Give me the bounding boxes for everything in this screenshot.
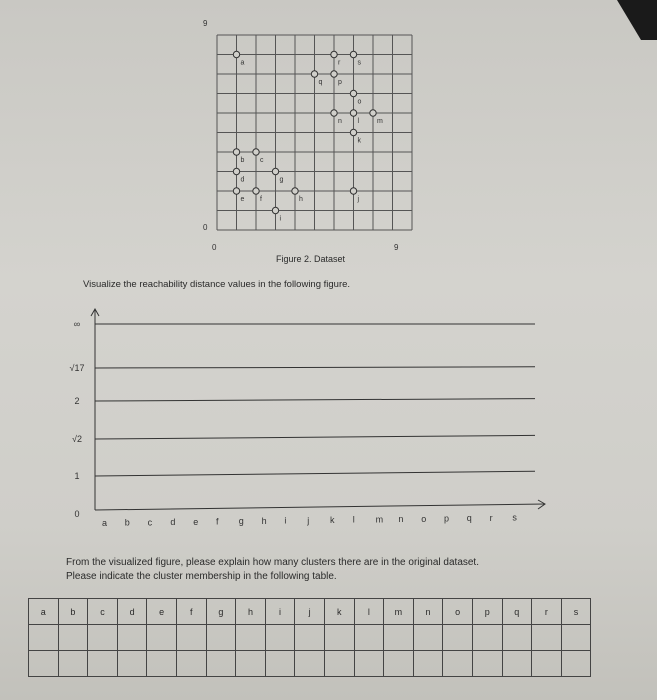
membership-answer-cell[interactable] <box>147 625 177 651</box>
membership-answer-cell[interactable] <box>354 625 384 651</box>
membership-answer-cell[interactable] <box>295 625 325 651</box>
membership-answer-cell[interactable] <box>88 651 118 677</box>
membership-answer-cell[interactable] <box>354 651 384 677</box>
x-tick-label: r <box>489 512 493 523</box>
membership-header-cell: o <box>443 599 473 625</box>
membership-answer-cell[interactable] <box>265 651 295 677</box>
membership-answer-cell[interactable] <box>502 625 532 651</box>
membership-header-cell: l <box>354 599 384 625</box>
data-point-f <box>253 188 259 194</box>
y-tick-label: √17 <box>69 363 85 373</box>
figure-caption: Figure 2. Dataset <box>276 254 346 264</box>
data-point-b <box>233 149 239 155</box>
data-point-label: g <box>279 176 284 184</box>
data-point-label: l <box>357 118 360 125</box>
reachability-lines <box>91 309 545 510</box>
membership-header-cell: p <box>472 599 502 625</box>
grid-axis-origin-y-label: 0 <box>203 223 208 232</box>
data-point-m <box>370 110 376 116</box>
membership-answer-cell[interactable] <box>384 625 414 651</box>
data-point-a <box>233 51 239 57</box>
membership-answer-cell[interactable] <box>206 651 236 677</box>
membership-answer-cell[interactable] <box>561 651 591 677</box>
data-point-h <box>292 188 298 194</box>
membership-header-cell: k <box>324 599 354 625</box>
y-tick-label: 1 <box>74 471 80 481</box>
membership-answer-cell[interactable] <box>472 651 502 677</box>
membership-answer-row <box>29 625 591 651</box>
membership-header-cell: c <box>88 599 118 625</box>
reference-line <box>95 471 535 476</box>
x-tick-label: b <box>124 517 130 528</box>
membership-answer-cell[interactable] <box>58 651 88 677</box>
x-axis <box>95 504 545 510</box>
membership-answer-cell[interactable] <box>472 625 502 651</box>
membership-answer-cell[interactable] <box>413 651 443 677</box>
reference-line <box>95 399 535 401</box>
membership-answer-cell[interactable] <box>295 651 325 677</box>
grid-axis-right-label: 9 <box>394 243 399 250</box>
data-point-label: m <box>377 118 383 125</box>
data-point-label: b <box>240 157 245 164</box>
x-tick-label: h <box>261 515 267 526</box>
data-point-n <box>331 110 337 116</box>
data-point-label: r <box>338 59 341 67</box>
data-point-label: i <box>279 215 282 223</box>
x-tick-label: i <box>284 515 287 526</box>
data-point-label: j <box>357 196 360 203</box>
membership-answer-cell[interactable] <box>117 625 147 651</box>
data-point-k <box>350 129 356 135</box>
data-point-j <box>350 188 356 194</box>
membership-header-cell: h <box>236 599 266 625</box>
data-point-label: d <box>240 176 245 184</box>
reachability-plot <box>55 305 555 535</box>
membership-header-cell: e <box>147 599 177 625</box>
membership-answer-cell[interactable] <box>443 625 473 651</box>
x-tick-label: g <box>238 516 244 527</box>
x-tick-label: k <box>330 515 335 525</box>
reachability-y-labels <box>70 319 85 519</box>
instruction-clusters-line1: From the visualized figure, please explain how many clusters there are in the original dataset. <box>66 557 479 568</box>
reference-line <box>95 435 535 439</box>
membership-answer-cell[interactable] <box>117 651 147 677</box>
membership-answer-cell[interactable] <box>532 625 562 651</box>
data-point-r <box>331 51 337 57</box>
membership-answer-cell[interactable] <box>561 625 591 651</box>
data-point-label: k <box>357 137 361 145</box>
x-tick-label: q <box>466 513 472 524</box>
membership-answer-cell[interactable] <box>206 625 236 651</box>
membership-answer-cell[interactable] <box>29 625 59 651</box>
data-point-i <box>272 207 278 213</box>
y-tick-label: ∞ <box>73 319 81 329</box>
instruction-clusters-line2: Please indicate the cluster membership in the following table. <box>66 571 337 582</box>
x-tick-label: a <box>102 518 108 528</box>
x-tick-label: j <box>307 515 310 526</box>
data-point-label: p <box>338 79 342 86</box>
membership-answer-cell[interactable] <box>236 651 266 677</box>
dataset-grid-figure <box>195 10 425 250</box>
membership-header-cell: n <box>413 599 443 625</box>
membership-header-cell: a <box>29 599 59 625</box>
data-point-g <box>272 168 278 174</box>
membership-answer-row <box>29 651 591 677</box>
membership-answer-cell[interactable] <box>176 625 206 651</box>
membership-answer-cell[interactable] <box>176 651 206 677</box>
membership-answer-cell[interactable] <box>502 651 532 677</box>
membership-answer-cell[interactable] <box>324 625 354 651</box>
reference-line <box>95 367 535 368</box>
membership-answer-cell[interactable] <box>413 625 443 651</box>
data-point-e <box>233 188 239 194</box>
membership-header-cell: i <box>265 599 295 625</box>
data-point-label: q <box>318 79 323 86</box>
membership-answer-cell[interactable] <box>324 651 354 677</box>
instruction-clusters <box>66 556 586 584</box>
membership-answer-cell[interactable] <box>443 651 473 677</box>
x-tick-label: s <box>512 512 517 523</box>
membership-answer-cell[interactable] <box>147 651 177 677</box>
y-tick-label: 0 <box>74 509 80 519</box>
x-tick-label: o <box>421 513 427 524</box>
data-point-c <box>253 149 259 155</box>
data-point-l <box>350 110 356 116</box>
x-tick-label: f <box>216 516 219 527</box>
data-point-o <box>350 90 356 96</box>
membership-header-cell: m <box>384 599 414 625</box>
data-point-label: a <box>240 59 245 67</box>
data-point-label: e <box>240 196 245 203</box>
membership-header-cell: q <box>502 599 532 625</box>
cluster-membership-table <box>28 598 591 677</box>
data-point-label: f <box>260 196 262 203</box>
membership-header-cell: d <box>117 599 147 625</box>
membership-answer-cell[interactable] <box>29 651 59 677</box>
membership-header-cell: f <box>176 599 206 625</box>
data-point-label: c <box>260 157 264 164</box>
data-point-d <box>233 168 239 174</box>
x-tick-label: p <box>444 513 450 524</box>
x-tick-label: n <box>398 514 404 525</box>
membership-answer-cell[interactable] <box>384 651 414 677</box>
data-point-s <box>350 51 356 57</box>
x-tick-label: m <box>375 514 384 525</box>
data-point-label: n <box>338 118 342 125</box>
data-point-q <box>311 71 317 77</box>
data-point-p <box>331 71 337 77</box>
membership-header-cell: j <box>295 599 325 625</box>
y-tick-label: 2 <box>74 396 80 406</box>
data-point-label: h <box>299 196 303 203</box>
membership-answer-cell[interactable] <box>236 625 266 651</box>
reachability-x-labels <box>102 513 517 528</box>
membership-answer-cell[interactable] <box>88 625 118 651</box>
instruction-visualize: Visualize the reachability distance values in the following figure. <box>83 279 351 290</box>
data-point-label: s <box>357 59 361 67</box>
data-point-label: o <box>357 98 362 106</box>
membership-header-row <box>29 599 591 625</box>
y-tick-label: √2 <box>72 434 82 444</box>
grid-lines <box>217 35 412 230</box>
x-tick-label: c <box>147 517 153 528</box>
membership-header-cell: s <box>561 599 591 625</box>
membership-header-cell: b <box>58 599 88 625</box>
membership-answer-cell[interactable] <box>265 625 295 651</box>
membership-header-cell: r <box>532 599 562 625</box>
x-tick-label: l <box>352 514 355 525</box>
grid-axis-origin-x-label: 0 <box>212 243 217 250</box>
grid-axis-top-label: 9 <box>203 19 208 28</box>
membership-answer-cell[interactable] <box>58 625 88 651</box>
membership-header-cell: g <box>206 599 236 625</box>
x-tick-label: e <box>193 516 199 527</box>
x-tick-label: d <box>170 517 176 528</box>
membership-answer-cell[interactable] <box>532 651 562 677</box>
